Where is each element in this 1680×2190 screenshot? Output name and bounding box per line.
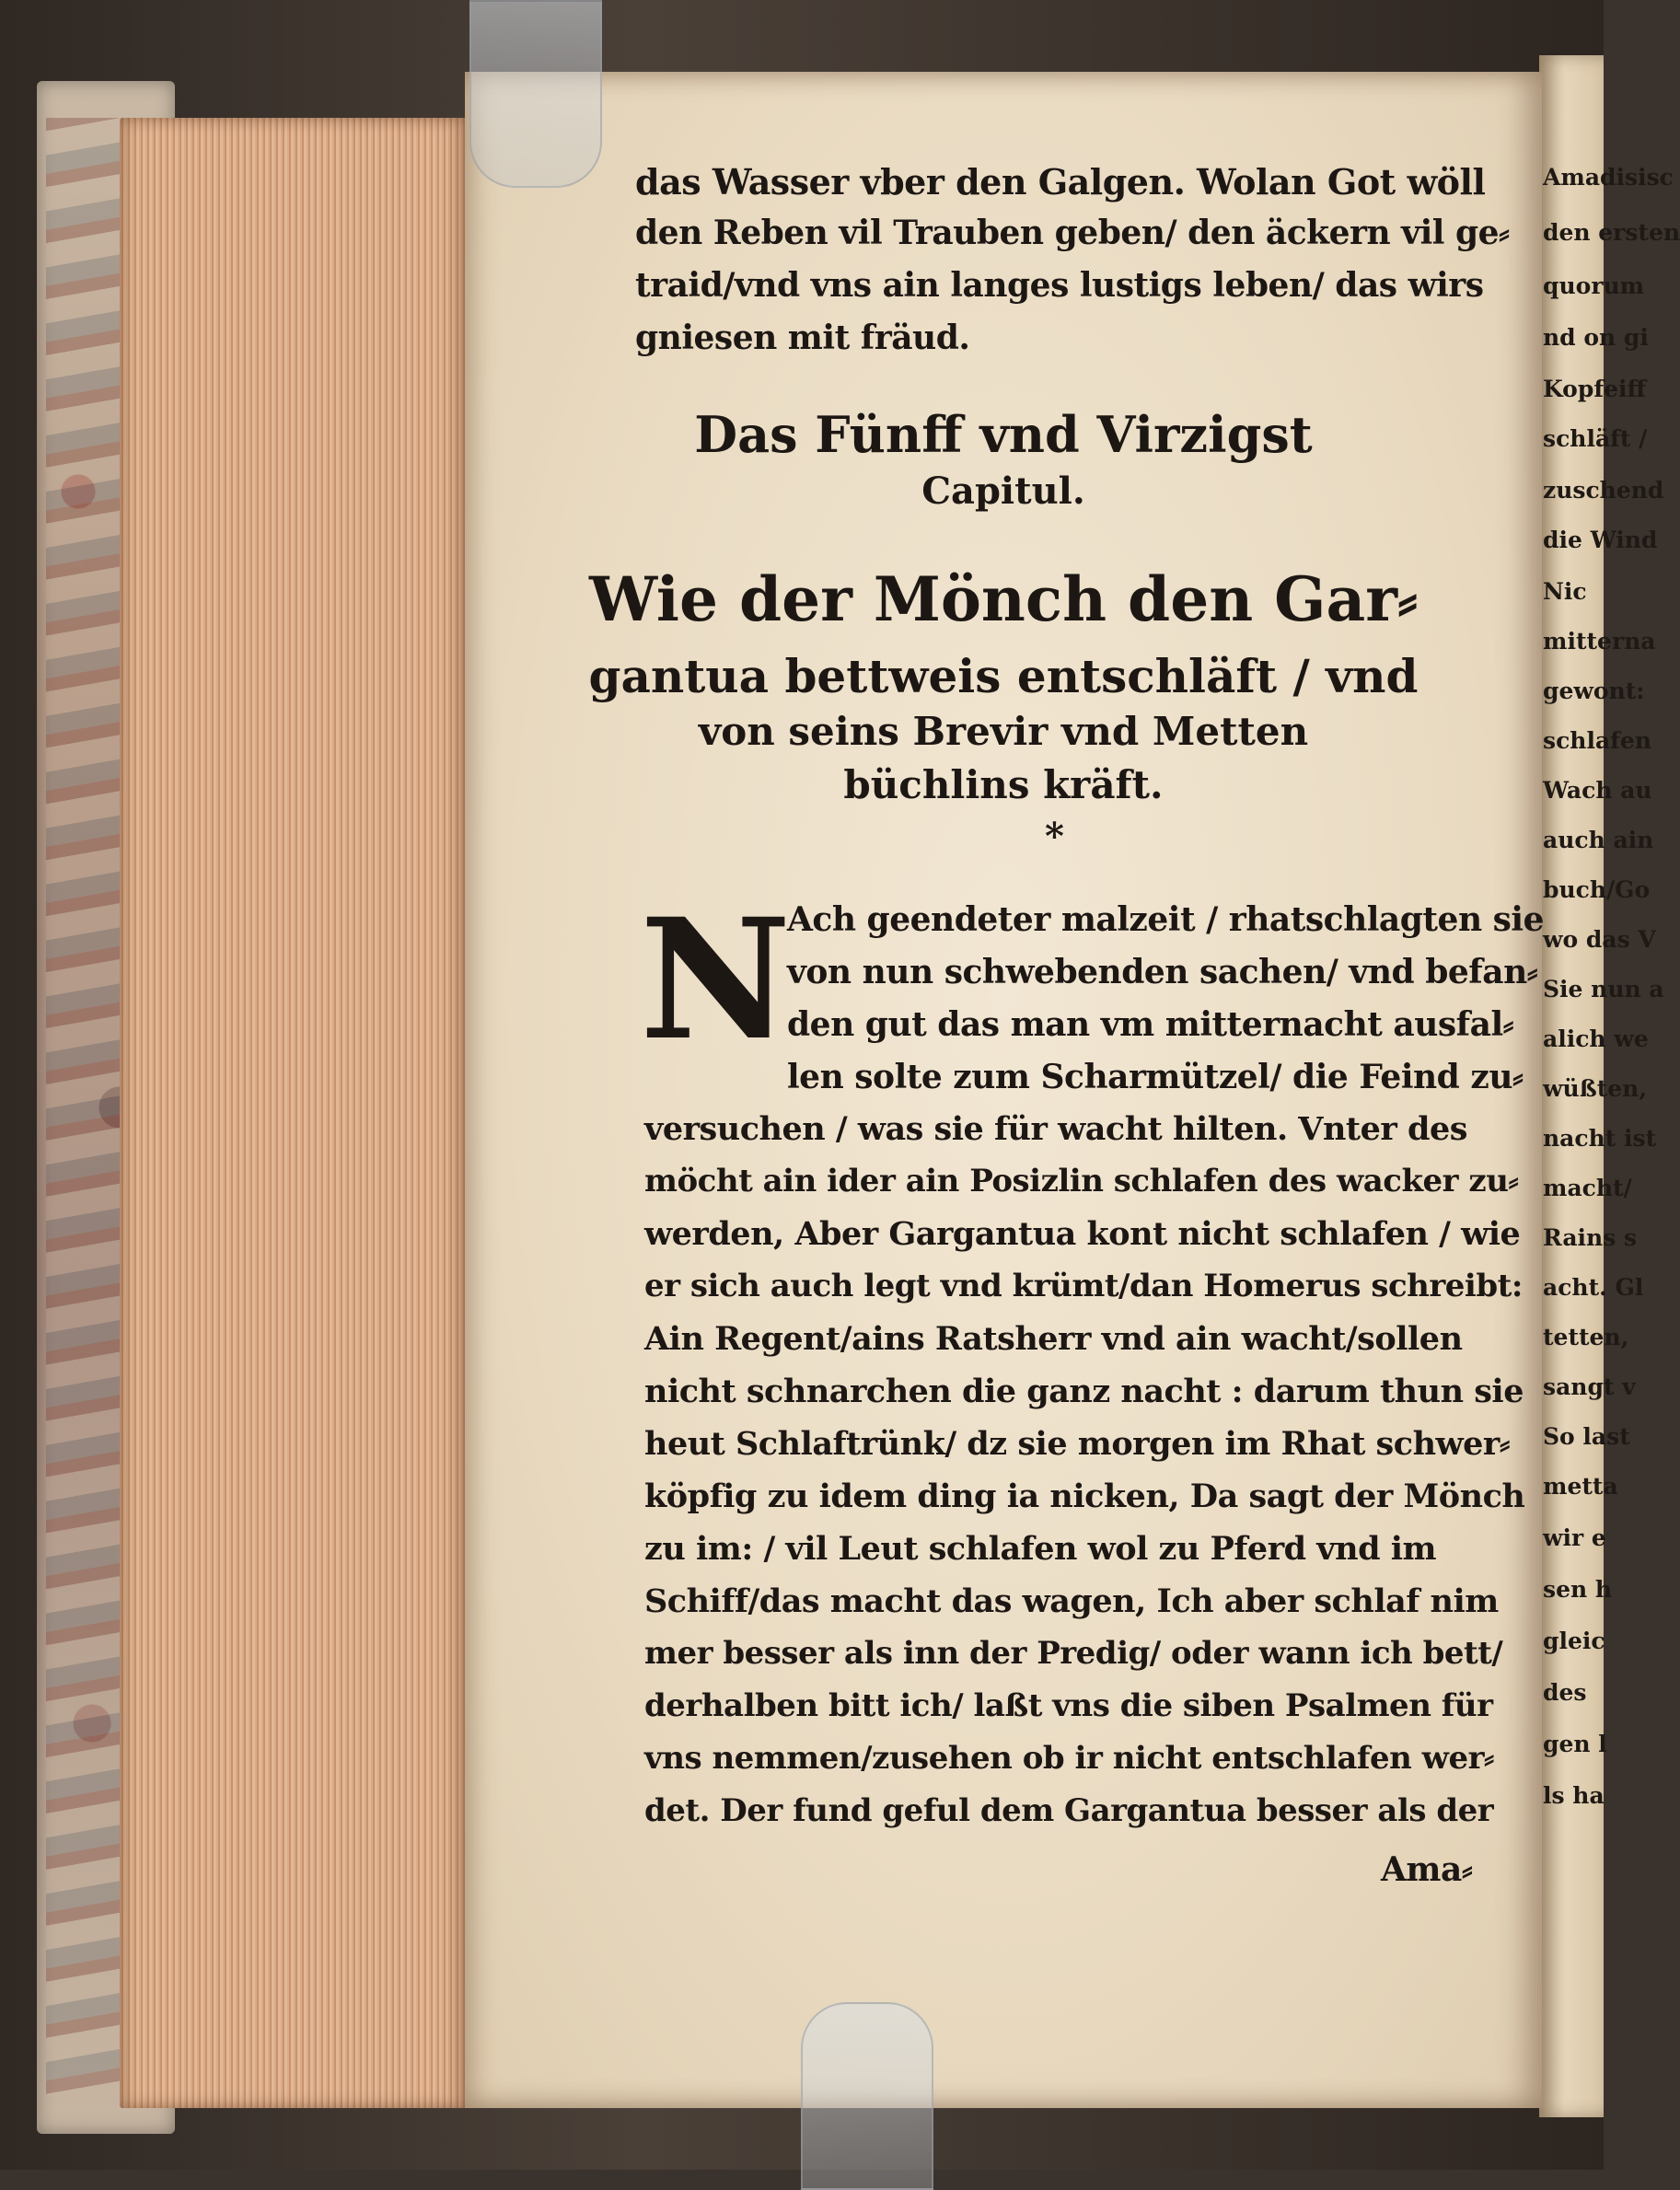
facing-text-fragment: buch/Go [1543, 876, 1651, 903]
drop-cap-initial: N [640, 883, 792, 1077]
facing-text-fragment: macht/ [1543, 1175, 1632, 1201]
chapter-number: Das Fünff vnd Virzigst [694, 405, 1313, 464]
facing-text-fragment: schlafen [1543, 727, 1652, 754]
text-line: vns nemmen/zusehen ob ir nicht entschlafen wer⸗ [644, 1740, 1494, 1777]
facing-text-fragment: Sie nun a [1543, 976, 1664, 1002]
text-line: werden, Aber Gargantua kont nicht schlafen / wie [644, 1215, 1521, 1253]
chapter-title-line: von seins Brevir vnd Metten [698, 709, 1309, 754]
facing-text-fragment: schläft / [1543, 425, 1648, 452]
facing-text-fragment: gleic [1543, 1628, 1605, 1654]
chapter-title-line: Wie der Mönch den Gar⸗ [588, 563, 1419, 635]
text-line: er sich auch legt vnd krümt/dan Homerus schreibt: [644, 1268, 1523, 1304]
text-line: den Reben vil Trauben geben/ den äckern vil ge⸗ [635, 214, 1510, 252]
text-line: nicht schnarchen die ganz nacht : darum thun sie [644, 1373, 1524, 1410]
text-line: köpfig zu idem ding ia nicken, Da sagt der Mönch [644, 1477, 1525, 1515]
facing-text-fragment: auch ain [1543, 827, 1654, 853]
text-line: mer besser als inn der Predig/ oder wann ich bett/ [644, 1635, 1503, 1672]
text-line: Ain Regent/ains Ratsherr vnd ain wacht/sollen [644, 1320, 1463, 1358]
text-line: det. Der fund geful dem Gargantua besser als der [644, 1792, 1494, 1829]
chapter-label: Capitul. [921, 469, 1085, 513]
text-line: derhalben bitt ich/ laßt vns die siben Psalmen für [644, 1687, 1493, 1724]
facing-text-fragment: quorum [1543, 272, 1645, 299]
facing-text-fragment: wir e [1543, 1524, 1606, 1551]
text-line: heut Schlaftrünk/ dz sie morgen im Rhat schwer⸗ [644, 1425, 1511, 1463]
facing-text-fragment: mitterna [1543, 628, 1656, 655]
facing-text-fragment: metta [1543, 1473, 1618, 1500]
text-line: versuchen / was sie für wacht hilten. Vnter des [644, 1110, 1467, 1148]
facing-text-fragment: zuschend [1543, 477, 1664, 504]
text-line: Ach geendeter malzeit / rhatschlagten sie [787, 900, 1545, 939]
facing-text-fragment: sangt v [1543, 1373, 1636, 1400]
chapter-title-line: büchlins kräft. [843, 762, 1164, 807]
text-line: Schiff/das macht das wagen, Ich aber schlaf nim [644, 1582, 1499, 1620]
chapter-title-line: gantua bettweis entschläft / vnd [588, 649, 1419, 703]
facing-text-fragment: tetten, [1543, 1324, 1629, 1350]
facing-text-fragment: Amadisisc [1543, 164, 1674, 191]
facing-text-fragment: ls ha [1543, 1782, 1605, 1809]
text-line: len solte zum Scharmützel/ die Feind zu⸗ [787, 1058, 1524, 1096]
text-line: das Wasser vber den Galgen. Wolan Got wöll [635, 161, 1486, 203]
text-line: von nun schwebenden sachen/ vnd befan⸗ [787, 953, 1538, 991]
text-line: möcht ain ider ain Posizlin schlafen des wacker zu⸗ [644, 1163, 1519, 1199]
text-line: traid/vnd vns ain langes lustigs leben/ das wirs [635, 266, 1484, 305]
facing-text-fragment: gen l [1543, 1731, 1607, 1757]
page-clip-bottom [801, 2002, 933, 2190]
facing-text-fragment: die Wind [1543, 527, 1658, 553]
facing-text-fragment: sen h [1543, 1576, 1613, 1603]
facing-text-fragment: gewont: [1543, 678, 1645, 704]
text-line: zu im: / vil Leut schlafen wol zu Pferd vnd im [644, 1530, 1437, 1568]
facing-text-fragment: des [1543, 1679, 1587, 1706]
facing-text-fragment: den ersten [1543, 219, 1680, 246]
text-line: gniesen mit fräud. [635, 319, 970, 357]
facing-text-fragment: alich we [1543, 1025, 1649, 1052]
page-edges [120, 118, 468, 2108]
facing-text-fragment: wüßten, [1543, 1075, 1648, 1102]
facing-text-fragment: wo das V [1543, 926, 1656, 953]
facing-text-fragment: Rains s [1543, 1224, 1638, 1251]
text-line: den gut das man vm mitternacht ausfal⸗ [787, 1005, 1514, 1044]
facing-text-fragment: Kopfeiff [1543, 376, 1647, 402]
facing-text-fragment: nacht ist [1543, 1125, 1657, 1152]
facing-text-fragment: Nic [1543, 578, 1587, 605]
ornament-asterisk: * [1045, 815, 1064, 858]
facing-text-fragment: nd on gi [1543, 324, 1649, 351]
page-clip-top [469, 0, 602, 188]
catchword: Ama⸗ [1381, 1850, 1473, 1889]
facing-text-fragment: acht. Gl [1543, 1274, 1644, 1301]
facing-text-fragment: So last [1543, 1423, 1630, 1450]
facing-text-fragment: Wach au [1543, 777, 1652, 804]
